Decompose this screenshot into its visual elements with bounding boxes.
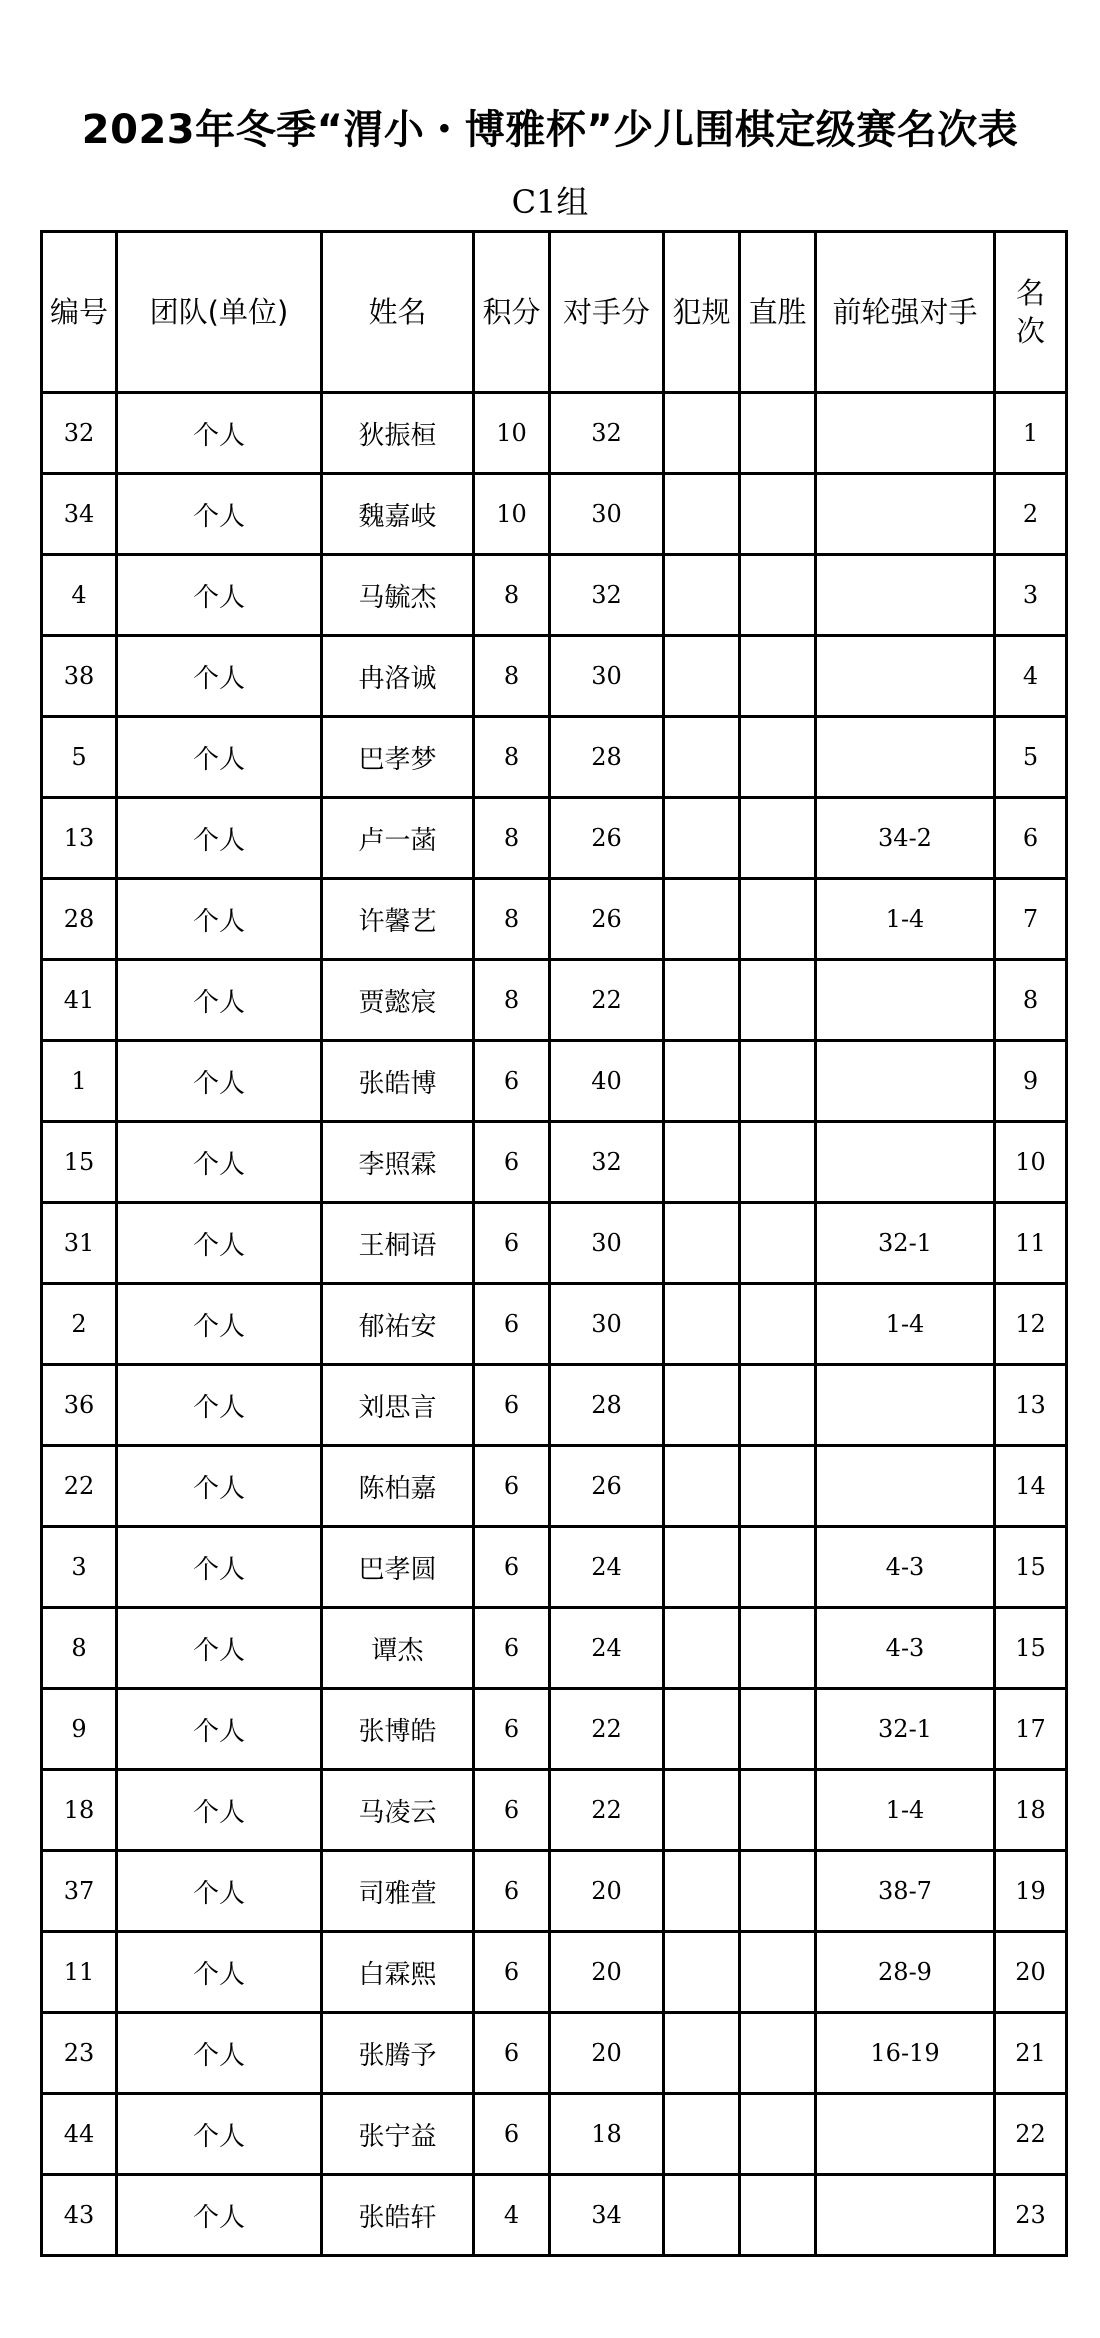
cell-rank: 10	[995, 1122, 1067, 1203]
cell-opponent-points: 26	[550, 879, 664, 960]
cell-team: 个人	[117, 717, 322, 798]
document-title: 2023年冬季“渭小・博雅杯”少儿围棋定级赛名次表	[81, 107, 1019, 153]
table-row	[42, 2175, 1067, 2256]
cell-rank: 6	[995, 798, 1067, 879]
cell-points: 4	[474, 2175, 550, 2256]
cell-direct-wins	[740, 2094, 816, 2175]
cell-direct-wins	[740, 474, 816, 555]
cell-team: 个人	[117, 393, 322, 474]
cell-prev-strong-opponent	[816, 1365, 995, 1446]
cell-prev-strong-opponent: 38-7	[816, 1851, 995, 1932]
cell-opponent-points: 30	[550, 1203, 664, 1284]
cell-rank: 2	[995, 474, 1067, 555]
cell-direct-wins	[740, 879, 816, 960]
cell-prev-strong-opponent	[816, 1446, 995, 1527]
cell-rank: 9	[995, 1041, 1067, 1122]
cell-team: 个人	[117, 1122, 322, 1203]
cell-opponent-points: 34	[550, 2175, 664, 2256]
cell-name: 许馨艺	[322, 879, 474, 960]
cell-team: 个人	[117, 1446, 322, 1527]
cell-fouls	[664, 1041, 740, 1122]
cell-points: 8	[474, 960, 550, 1041]
cell-direct-wins	[740, 1041, 816, 1122]
cell-name: 狄振桓	[322, 393, 474, 474]
cell-fouls	[664, 717, 740, 798]
cell-opponent-points: 18	[550, 2094, 664, 2175]
table-row	[42, 555, 1067, 636]
cell-direct-wins	[740, 960, 816, 1041]
cell-team: 个人	[117, 2175, 322, 2256]
cell-name: 刘思言	[322, 1365, 474, 1446]
cell-name: 郁祐安	[322, 1284, 474, 1365]
cell-rank: 7	[995, 879, 1067, 960]
cell-points: 8	[474, 798, 550, 879]
cell-opponent-points: 40	[550, 1041, 664, 1122]
header-points: 积分	[474, 232, 550, 393]
cell-opponent-points: 22	[550, 1770, 664, 1851]
cell-points: 6	[474, 1284, 550, 1365]
cell-points: 6	[474, 2094, 550, 2175]
cell-team: 个人	[117, 1851, 322, 1932]
cell-prev-strong-opponent: 1-4	[816, 1284, 995, 1365]
cell-direct-wins	[740, 717, 816, 798]
cell-points: 6	[474, 1041, 550, 1122]
cell-name: 贾懿宸	[322, 960, 474, 1041]
cell-opponent-points: 30	[550, 1284, 664, 1365]
cell-fouls	[664, 1527, 740, 1608]
cell-points: 6	[474, 1608, 550, 1689]
cell-id: 5	[42, 717, 117, 798]
cell-rank: 1	[995, 393, 1067, 474]
cell-id: 9	[42, 1689, 117, 1770]
cell-name: 白霖熙	[322, 1932, 474, 2013]
cell-team: 个人	[117, 1203, 322, 1284]
cell-name: 陈柏嘉	[322, 1446, 474, 1527]
cell-direct-wins	[740, 393, 816, 474]
cell-name: 巴孝圆	[322, 1527, 474, 1608]
cell-id: 11	[42, 1932, 117, 2013]
header-rank-line2: 次	[1015, 314, 1045, 348]
table-row	[42, 798, 1067, 879]
table-row	[42, 1932, 1067, 2013]
cell-id: 13	[42, 798, 117, 879]
header-name: 姓名	[322, 232, 474, 393]
cell-name: 司雅萱	[322, 1851, 474, 1932]
cell-opponent-points: 32	[550, 555, 664, 636]
header-rank	[995, 232, 1067, 393]
table-row	[42, 1527, 1067, 1608]
cell-id: 43	[42, 2175, 117, 2256]
table-row	[42, 1770, 1067, 1851]
table-row	[42, 636, 1067, 717]
cell-id: 44	[42, 2094, 117, 2175]
cell-fouls	[664, 2175, 740, 2256]
cell-team: 个人	[117, 1284, 322, 1365]
cell-opponent-points: 20	[550, 1932, 664, 2013]
cell-direct-wins	[740, 1527, 816, 1608]
cell-team: 个人	[117, 879, 322, 960]
cell-opponent-points: 28	[550, 1365, 664, 1446]
cell-opponent-points: 22	[550, 1689, 664, 1770]
cell-team: 个人	[117, 798, 322, 879]
cell-fouls	[664, 1608, 740, 1689]
header-prev-strong-opponent: 前轮强对手	[816, 232, 995, 393]
group-label: C1组	[511, 183, 589, 221]
cell-points: 6	[474, 1689, 550, 1770]
cell-fouls	[664, 555, 740, 636]
cell-team: 个人	[117, 960, 322, 1041]
header-opponent-points: 对手分	[550, 232, 664, 393]
header-team: 团队(单位)	[117, 232, 322, 393]
cell-rank: 22	[995, 2094, 1067, 2175]
cell-opponent-points: 22	[550, 960, 664, 1041]
cell-opponent-points: 24	[550, 1608, 664, 1689]
cell-direct-wins	[740, 1608, 816, 1689]
cell-prev-strong-opponent: 34-2	[816, 798, 995, 879]
cell-fouls	[664, 1122, 740, 1203]
table-row	[42, 717, 1067, 798]
cell-team: 个人	[117, 2013, 322, 2094]
cell-fouls	[664, 1851, 740, 1932]
cell-opponent-points: 30	[550, 636, 664, 717]
cell-points: 6	[474, 2013, 550, 2094]
table-row	[42, 393, 1067, 474]
cell-team: 个人	[117, 1608, 322, 1689]
cell-id: 4	[42, 555, 117, 636]
table-header	[42, 232, 1067, 393]
cell-id: 28	[42, 879, 117, 960]
cell-prev-strong-opponent: 4-3	[816, 1608, 995, 1689]
table-row	[42, 1041, 1067, 1122]
cell-prev-strong-opponent	[816, 555, 995, 636]
cell-team: 个人	[117, 1365, 322, 1446]
cell-id: 38	[42, 636, 117, 717]
header-direct-wins: 直胜	[740, 232, 816, 393]
cell-direct-wins	[740, 798, 816, 879]
cell-prev-strong-opponent: 16-19	[816, 2013, 995, 2094]
cell-prev-strong-opponent	[816, 2094, 995, 2175]
cell-direct-wins	[740, 1122, 816, 1203]
cell-prev-strong-opponent	[816, 960, 995, 1041]
cell-direct-wins	[740, 2013, 816, 2094]
cell-direct-wins	[740, 636, 816, 717]
cell-id: 1	[42, 1041, 117, 1122]
standings-table	[40, 230, 1068, 2257]
header-rank-line1: 名	[1015, 276, 1045, 310]
cell-rank: 12	[995, 1284, 1067, 1365]
table-row	[42, 1446, 1067, 1527]
cell-rank: 17	[995, 1689, 1067, 1770]
cell-direct-wins	[740, 1932, 816, 2013]
cell-rank: 21	[995, 2013, 1067, 2094]
cell-opponent-points: 20	[550, 1851, 664, 1932]
cell-team: 个人	[117, 474, 322, 555]
cell-rank: 14	[995, 1446, 1067, 1527]
cell-fouls	[664, 1365, 740, 1446]
cell-prev-strong-opponent: 28-9	[816, 1932, 995, 2013]
cell-fouls	[664, 1203, 740, 1284]
cell-fouls	[664, 879, 740, 960]
cell-rank: 23	[995, 2175, 1067, 2256]
cell-prev-strong-opponent: 32-1	[816, 1203, 995, 1284]
cell-rank: 19	[995, 1851, 1067, 1932]
cell-id: 41	[42, 960, 117, 1041]
cell-direct-wins	[740, 1446, 816, 1527]
table-row	[42, 2094, 1067, 2175]
cell-rank: 15	[995, 1608, 1067, 1689]
table-row	[42, 1851, 1067, 1932]
cell-points: 6	[474, 1203, 550, 1284]
cell-points: 8	[474, 879, 550, 960]
table-row	[42, 1122, 1067, 1203]
cell-id: 22	[42, 1446, 117, 1527]
cell-name: 张皓轩	[322, 2175, 474, 2256]
cell-prev-strong-opponent	[816, 2175, 995, 2256]
cell-id: 36	[42, 1365, 117, 1446]
cell-points: 6	[474, 1851, 550, 1932]
cell-points: 10	[474, 393, 550, 474]
cell-team: 个人	[117, 1932, 322, 2013]
cell-name: 马凌云	[322, 1770, 474, 1851]
cell-rank: 15	[995, 1527, 1067, 1608]
cell-fouls	[664, 798, 740, 879]
cell-rank: 3	[995, 555, 1067, 636]
cell-opponent-points: 26	[550, 1446, 664, 1527]
cell-points: 6	[474, 1770, 550, 1851]
cell-direct-wins	[740, 1365, 816, 1446]
cell-direct-wins	[740, 555, 816, 636]
cell-fouls	[664, 2094, 740, 2175]
cell-opponent-points: 24	[550, 1527, 664, 1608]
cell-rank: 4	[995, 636, 1067, 717]
cell-id: 15	[42, 1122, 117, 1203]
cell-team: 个人	[117, 1689, 322, 1770]
cell-fouls	[664, 1932, 740, 2013]
cell-name: 卢一菡	[322, 798, 474, 879]
cell-direct-wins	[740, 1770, 816, 1851]
cell-name: 张皓博	[322, 1041, 474, 1122]
cell-id: 32	[42, 393, 117, 474]
cell-fouls	[664, 1446, 740, 1527]
cell-name: 冉洛诚	[322, 636, 474, 717]
cell-points: 8	[474, 555, 550, 636]
table-row	[42, 1203, 1067, 1284]
cell-opponent-points: 32	[550, 1122, 664, 1203]
cell-team: 个人	[117, 555, 322, 636]
cell-direct-wins	[740, 1851, 816, 1932]
cell-points: 6	[474, 1122, 550, 1203]
cell-name: 张腾予	[322, 2013, 474, 2094]
cell-opponent-points: 20	[550, 2013, 664, 2094]
cell-points: 6	[474, 1527, 550, 1608]
cell-prev-strong-opponent	[816, 474, 995, 555]
cell-points: 8	[474, 636, 550, 717]
header-fouls: 犯规	[664, 232, 740, 393]
table-row	[42, 1284, 1067, 1365]
cell-id: 2	[42, 1284, 117, 1365]
cell-fouls	[664, 1284, 740, 1365]
cell-fouls	[664, 960, 740, 1041]
cell-direct-wins	[740, 1203, 816, 1284]
cell-id: 34	[42, 474, 117, 555]
cell-name: 谭杰	[322, 1608, 474, 1689]
cell-team: 个人	[117, 2094, 322, 2175]
cell-name: 魏嘉岐	[322, 474, 474, 555]
cell-prev-strong-opponent: 1-4	[816, 879, 995, 960]
table-row	[42, 1689, 1067, 1770]
table-row	[42, 1608, 1067, 1689]
cell-fouls	[664, 1689, 740, 1770]
cell-name: 李照霖	[322, 1122, 474, 1203]
cell-id: 3	[42, 1527, 117, 1608]
cell-points: 6	[474, 1446, 550, 1527]
header-row	[42, 232, 1067, 393]
cell-team: 个人	[117, 1770, 322, 1851]
cell-prev-strong-opponent: 32-1	[816, 1689, 995, 1770]
cell-rank: 20	[995, 1932, 1067, 2013]
cell-direct-wins	[740, 1689, 816, 1770]
cell-fouls	[664, 1770, 740, 1851]
table-row	[42, 1365, 1067, 1446]
cell-prev-strong-opponent	[816, 636, 995, 717]
cell-rank: 18	[995, 1770, 1067, 1851]
cell-opponent-points: 28	[550, 717, 664, 798]
cell-rank: 13	[995, 1365, 1067, 1446]
cell-team: 个人	[117, 1527, 322, 1608]
cell-rank: 8	[995, 960, 1067, 1041]
table-row	[42, 960, 1067, 1041]
cell-rank: 11	[995, 1203, 1067, 1284]
cell-direct-wins	[740, 1284, 816, 1365]
cell-team: 个人	[117, 636, 322, 717]
cell-prev-strong-opponent: 4-3	[816, 1527, 995, 1608]
table-body	[42, 393, 1067, 2256]
table-row	[42, 879, 1067, 960]
cell-prev-strong-opponent	[816, 1122, 995, 1203]
cell-rank: 5	[995, 717, 1067, 798]
cell-id: 23	[42, 2013, 117, 2094]
cell-name: 巴孝梦	[322, 717, 474, 798]
cell-points: 6	[474, 1932, 550, 2013]
header-id: 编号	[42, 232, 117, 393]
cell-opponent-points: 32	[550, 393, 664, 474]
cell-fouls	[664, 2013, 740, 2094]
cell-id: 37	[42, 1851, 117, 1932]
cell-name: 马毓杰	[322, 555, 474, 636]
cell-id: 8	[42, 1608, 117, 1689]
cell-id: 31	[42, 1203, 117, 1284]
cell-prev-strong-opponent	[816, 717, 995, 798]
table-row	[42, 474, 1067, 555]
cell-team: 个人	[117, 1041, 322, 1122]
cell-prev-strong-opponent	[816, 393, 995, 474]
cell-fouls	[664, 636, 740, 717]
cell-prev-strong-opponent: 1-4	[816, 1770, 995, 1851]
cell-opponent-points: 30	[550, 474, 664, 555]
cell-points: 8	[474, 717, 550, 798]
cell-prev-strong-opponent	[816, 1041, 995, 1122]
cell-opponent-points: 26	[550, 798, 664, 879]
cell-direct-wins	[740, 2175, 816, 2256]
cell-points: 10	[474, 474, 550, 555]
cell-fouls	[664, 474, 740, 555]
cell-name: 王桐语	[322, 1203, 474, 1284]
cell-fouls	[664, 393, 740, 474]
cell-points: 6	[474, 1365, 550, 1446]
cell-name: 张博皓	[322, 1689, 474, 1770]
table-row	[42, 2013, 1067, 2094]
cell-name: 张宁益	[322, 2094, 474, 2175]
cell-id: 18	[42, 1770, 117, 1851]
